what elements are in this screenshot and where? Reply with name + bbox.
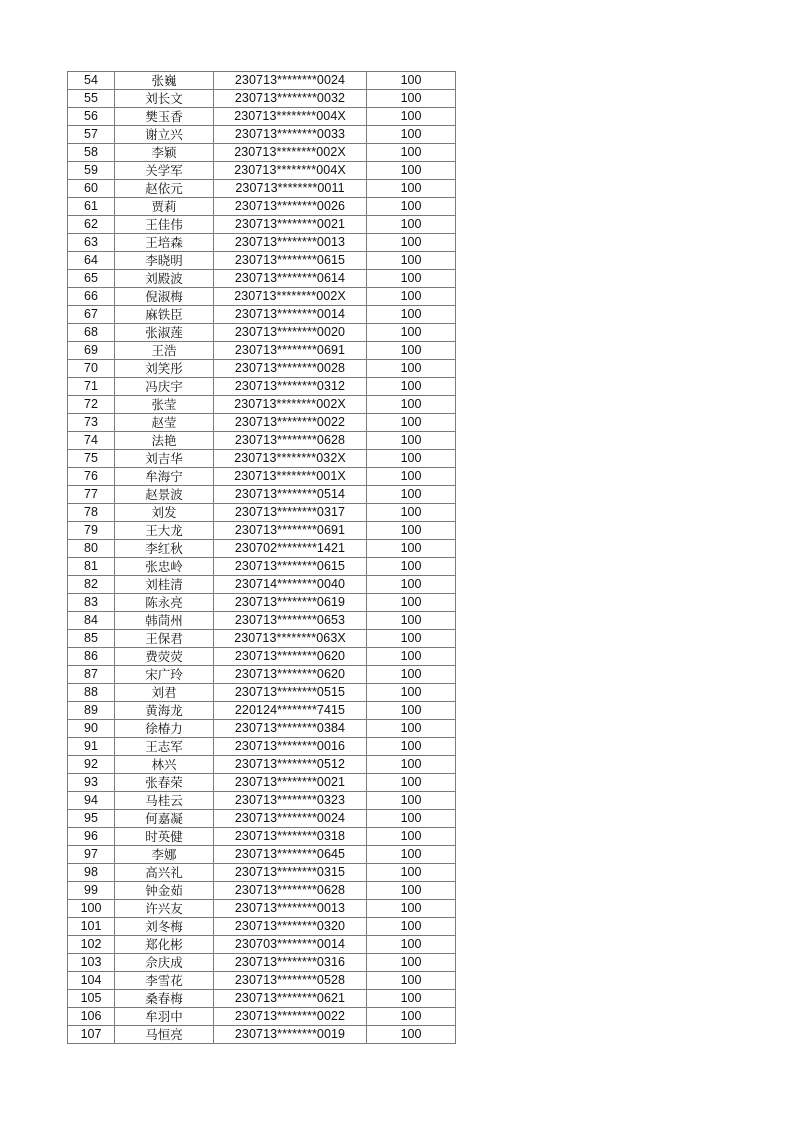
- name-cell: 徐椿力: [115, 720, 214, 738]
- id-number-cell: 230713********0614: [214, 270, 367, 288]
- name-cell: 桑春梅: [115, 990, 214, 1008]
- name-cell: 刘殿波: [115, 270, 214, 288]
- amount-cell: 100: [367, 216, 456, 234]
- row-number-cell: 66: [68, 288, 115, 306]
- id-number-cell: 230713********0653: [214, 612, 367, 630]
- id-number-cell: 230713********0032: [214, 90, 367, 108]
- id-number-cell: 230713********0619: [214, 594, 367, 612]
- name-cell: 韩茼州: [115, 612, 214, 630]
- name-cell: 何嘉凝: [115, 810, 214, 828]
- table-row: [68, 666, 456, 684]
- name-cell: 法艳: [115, 432, 214, 450]
- name-cell: 倪淑梅: [115, 288, 214, 306]
- amount-cell: 100: [367, 468, 456, 486]
- table-row: [68, 468, 456, 486]
- amount-cell: 100: [367, 90, 456, 108]
- row-number-cell: 67: [68, 306, 115, 324]
- table-row: [68, 864, 456, 882]
- row-number-cell: 98: [68, 864, 115, 882]
- amount-cell: 100: [367, 612, 456, 630]
- name-cell: 陈永亮: [115, 594, 214, 612]
- table-row: [68, 936, 456, 954]
- row-number-cell: 88: [68, 684, 115, 702]
- table-row: [68, 306, 456, 324]
- table-row: [68, 918, 456, 936]
- amount-cell: 100: [367, 666, 456, 684]
- name-cell: 时英健: [115, 828, 214, 846]
- row-number-cell: 107: [68, 1026, 115, 1044]
- table-row: [68, 180, 456, 198]
- id-number-cell: 230713********0691: [214, 342, 367, 360]
- id-number-cell: 230713********0016: [214, 738, 367, 756]
- table-row: [68, 540, 456, 558]
- id-number-cell: 230713********0033: [214, 126, 367, 144]
- amount-cell: 100: [367, 990, 456, 1008]
- amount-cell: 100: [367, 108, 456, 126]
- name-cell: 刘桂清: [115, 576, 214, 594]
- id-number-cell: 230713********0022: [214, 414, 367, 432]
- id-number-cell: 230713********0011: [214, 180, 367, 198]
- name-cell: 郑化彬: [115, 936, 214, 954]
- name-cell: 贾莉: [115, 198, 214, 216]
- id-number-cell: 230713********0620: [214, 648, 367, 666]
- amount-cell: 100: [367, 576, 456, 594]
- amount-cell: 100: [367, 162, 456, 180]
- table-row: [68, 450, 456, 468]
- amount-cell: 100: [367, 522, 456, 540]
- table-row: [68, 432, 456, 450]
- amount-cell: 100: [367, 738, 456, 756]
- amount-cell: 100: [367, 846, 456, 864]
- amount-cell: 100: [367, 684, 456, 702]
- row-number-cell: 102: [68, 936, 115, 954]
- row-number-cell: 92: [68, 756, 115, 774]
- id-number-cell: 230713********0315: [214, 864, 367, 882]
- name-cell: 关学军: [115, 162, 214, 180]
- id-number-cell: 230713********0628: [214, 882, 367, 900]
- id-number-cell: 230713********002X: [214, 144, 367, 162]
- id-number-cell: 230713********0022: [214, 1008, 367, 1026]
- name-cell: 刘吉华: [115, 450, 214, 468]
- row-number-cell: 83: [68, 594, 115, 612]
- amount-cell: 100: [367, 792, 456, 810]
- table-row: [68, 396, 456, 414]
- name-cell: 马桂云: [115, 792, 214, 810]
- name-cell: 王大龙: [115, 522, 214, 540]
- row-number-cell: 57: [68, 126, 115, 144]
- name-cell: 宋广玲: [115, 666, 214, 684]
- amount-cell: 100: [367, 378, 456, 396]
- id-number-cell: 230713********0026: [214, 198, 367, 216]
- name-cell: 黄海龙: [115, 702, 214, 720]
- row-number-cell: 96: [68, 828, 115, 846]
- id-number-cell: 230713********004X: [214, 162, 367, 180]
- table-row: [68, 774, 456, 792]
- id-number-cell: 230714********0040: [214, 576, 367, 594]
- id-number-cell: 220124********7415: [214, 702, 367, 720]
- table-row: [68, 684, 456, 702]
- row-number-cell: 86: [68, 648, 115, 666]
- row-number-cell: 95: [68, 810, 115, 828]
- name-cell: 李娜: [115, 846, 214, 864]
- table-row: [68, 702, 456, 720]
- table-row: [68, 738, 456, 756]
- row-number-cell: 62: [68, 216, 115, 234]
- name-cell: 刘发: [115, 504, 214, 522]
- table-row: [68, 126, 456, 144]
- subsidy-list-table: [67, 71, 456, 1044]
- table-row: [68, 324, 456, 342]
- amount-cell: 100: [367, 396, 456, 414]
- name-cell: 张春荣: [115, 774, 214, 792]
- row-number-cell: 78: [68, 504, 115, 522]
- amount-cell: 100: [367, 504, 456, 522]
- row-number-cell: 84: [68, 612, 115, 630]
- name-cell: 刘君: [115, 684, 214, 702]
- table-body: [68, 72, 456, 1044]
- id-number-cell: 230713********0514: [214, 486, 367, 504]
- table-row: [68, 882, 456, 900]
- id-number-cell: 230713********0014: [214, 306, 367, 324]
- table-row: [68, 414, 456, 432]
- id-number-cell: 230713********0024: [214, 72, 367, 90]
- id-number-cell: 230703********0014: [214, 936, 367, 954]
- table-row: [68, 558, 456, 576]
- amount-cell: 100: [367, 342, 456, 360]
- row-number-cell: 65: [68, 270, 115, 288]
- name-cell: 张忠岭: [115, 558, 214, 576]
- row-number-cell: 105: [68, 990, 115, 1008]
- table-row: [68, 360, 456, 378]
- id-number-cell: 230713********0021: [214, 774, 367, 792]
- name-cell: 林兴: [115, 756, 214, 774]
- row-number-cell: 63: [68, 234, 115, 252]
- name-cell: 牟羽中: [115, 1008, 214, 1026]
- id-number-cell: 230713********002X: [214, 396, 367, 414]
- row-number-cell: 85: [68, 630, 115, 648]
- id-number-cell: 230713********0013: [214, 900, 367, 918]
- table-row: [68, 954, 456, 972]
- amount-cell: 100: [367, 882, 456, 900]
- id-number-cell: 230713********0316: [214, 954, 367, 972]
- row-number-cell: 71: [68, 378, 115, 396]
- amount-cell: 100: [367, 360, 456, 378]
- amount-cell: 100: [367, 198, 456, 216]
- table-row: [68, 990, 456, 1008]
- amount-cell: 100: [367, 810, 456, 828]
- table-row: [68, 630, 456, 648]
- id-number-cell: 230713********0621: [214, 990, 367, 1008]
- name-cell: 刘笑彤: [115, 360, 214, 378]
- id-number-cell: 230713********0020: [214, 324, 367, 342]
- name-cell: 张淑莲: [115, 324, 214, 342]
- table-row: [68, 144, 456, 162]
- table-row: [68, 612, 456, 630]
- table-row: [68, 270, 456, 288]
- name-cell: 麻铁臣: [115, 306, 214, 324]
- id-number-cell: 230713********032X: [214, 450, 367, 468]
- table-row: [68, 792, 456, 810]
- row-number-cell: 80: [68, 540, 115, 558]
- id-number-cell: 230713********0317: [214, 504, 367, 522]
- row-number-cell: 104: [68, 972, 115, 990]
- name-cell: 冯庆宇: [115, 378, 214, 396]
- name-cell: 王志军: [115, 738, 214, 756]
- amount-cell: 100: [367, 72, 456, 90]
- name-cell: 樊玉香: [115, 108, 214, 126]
- row-number-cell: 74: [68, 432, 115, 450]
- row-number-cell: 93: [68, 774, 115, 792]
- amount-cell: 100: [367, 288, 456, 306]
- row-number-cell: 54: [68, 72, 115, 90]
- row-number-cell: 90: [68, 720, 115, 738]
- table-row: [68, 90, 456, 108]
- name-cell: 牟海宁: [115, 468, 214, 486]
- amount-cell: 100: [367, 1008, 456, 1026]
- name-cell: 张莹: [115, 396, 214, 414]
- name-cell: 王佳伟: [115, 216, 214, 234]
- row-number-cell: 59: [68, 162, 115, 180]
- name-cell: 刘冬梅: [115, 918, 214, 936]
- amount-cell: 100: [367, 414, 456, 432]
- name-cell: 佘庆成: [115, 954, 214, 972]
- row-number-cell: 87: [68, 666, 115, 684]
- amount-cell: 100: [367, 594, 456, 612]
- row-number-cell: 89: [68, 702, 115, 720]
- id-number-cell: 230713********002X: [214, 288, 367, 306]
- table-row: [68, 594, 456, 612]
- table-row: [68, 378, 456, 396]
- amount-cell: 100: [367, 126, 456, 144]
- amount-cell: 100: [367, 432, 456, 450]
- id-number-cell: 230713********0512: [214, 756, 367, 774]
- row-number-cell: 82: [68, 576, 115, 594]
- row-number-cell: 60: [68, 180, 115, 198]
- name-cell: 张巍: [115, 72, 214, 90]
- name-cell: 王保君: [115, 630, 214, 648]
- row-number-cell: 97: [68, 846, 115, 864]
- amount-cell: 100: [367, 774, 456, 792]
- id-number-cell: 230713********0320: [214, 918, 367, 936]
- name-cell: 赵依元: [115, 180, 214, 198]
- row-number-cell: 100: [68, 900, 115, 918]
- name-cell: 李颖: [115, 144, 214, 162]
- amount-cell: 100: [367, 234, 456, 252]
- table-row: [68, 828, 456, 846]
- row-number-cell: 56: [68, 108, 115, 126]
- table-row: [68, 216, 456, 234]
- id-number-cell: 230713********063X: [214, 630, 367, 648]
- table-row: [68, 252, 456, 270]
- id-number-cell: 230713********0024: [214, 810, 367, 828]
- amount-cell: 100: [367, 486, 456, 504]
- row-number-cell: 94: [68, 792, 115, 810]
- amount-cell: 100: [367, 630, 456, 648]
- table-row: [68, 900, 456, 918]
- id-number-cell: 230713********0691: [214, 522, 367, 540]
- id-number-cell: 230713********0615: [214, 558, 367, 576]
- table-row: [68, 342, 456, 360]
- amount-cell: 100: [367, 144, 456, 162]
- id-number-cell: 230713********0323: [214, 792, 367, 810]
- table-row: [68, 108, 456, 126]
- id-number-cell: 230713********0620: [214, 666, 367, 684]
- amount-cell: 100: [367, 324, 456, 342]
- row-number-cell: 101: [68, 918, 115, 936]
- row-number-cell: 75: [68, 450, 115, 468]
- amount-cell: 100: [367, 450, 456, 468]
- id-number-cell: 230713********0615: [214, 252, 367, 270]
- amount-cell: 100: [367, 270, 456, 288]
- name-cell: 马恒亮: [115, 1026, 214, 1044]
- row-number-cell: 70: [68, 360, 115, 378]
- table-row: [68, 198, 456, 216]
- table-row: [68, 1026, 456, 1044]
- name-cell: 高兴礼: [115, 864, 214, 882]
- row-number-cell: 76: [68, 468, 115, 486]
- row-number-cell: 72: [68, 396, 115, 414]
- row-number-cell: 73: [68, 414, 115, 432]
- table-row: [68, 720, 456, 738]
- name-cell: 赵莹: [115, 414, 214, 432]
- amount-cell: 100: [367, 702, 456, 720]
- amount-cell: 100: [367, 252, 456, 270]
- name-cell: 李雪花: [115, 972, 214, 990]
- name-cell: 费荧荧: [115, 648, 214, 666]
- table-row: [68, 846, 456, 864]
- amount-cell: 100: [367, 918, 456, 936]
- id-number-cell: 230713********0021: [214, 216, 367, 234]
- id-number-cell: 230713********0019: [214, 1026, 367, 1044]
- id-number-cell: 230713********0318: [214, 828, 367, 846]
- name-cell: 钟金茹: [115, 882, 214, 900]
- name-cell: 谢立兴: [115, 126, 214, 144]
- amount-cell: 100: [367, 720, 456, 738]
- id-number-cell: 230713********0528: [214, 972, 367, 990]
- id-number-cell: 230713********0515: [214, 684, 367, 702]
- row-number-cell: 58: [68, 144, 115, 162]
- table-row: [68, 756, 456, 774]
- amount-cell: 100: [367, 648, 456, 666]
- name-cell: 刘长文: [115, 90, 214, 108]
- id-number-cell: 230713********0312: [214, 378, 367, 396]
- table-row: [68, 288, 456, 306]
- row-number-cell: 77: [68, 486, 115, 504]
- amount-cell: 100: [367, 936, 456, 954]
- table-row: [68, 648, 456, 666]
- name-cell: 李晓明: [115, 252, 214, 270]
- name-cell: 王浩: [115, 342, 214, 360]
- id-number-cell: 230713********0384: [214, 720, 367, 738]
- amount-cell: 100: [367, 540, 456, 558]
- amount-cell: 100: [367, 180, 456, 198]
- amount-cell: 100: [367, 864, 456, 882]
- name-cell: 赵景波: [115, 486, 214, 504]
- table-row: [68, 810, 456, 828]
- row-number-cell: 69: [68, 342, 115, 360]
- row-number-cell: 68: [68, 324, 115, 342]
- id-number-cell: 230713********0028: [214, 360, 367, 378]
- amount-cell: 100: [367, 558, 456, 576]
- row-number-cell: 55: [68, 90, 115, 108]
- amount-cell: 100: [367, 900, 456, 918]
- id-number-cell: 230713********001X: [214, 468, 367, 486]
- table-row: [68, 522, 456, 540]
- name-cell: 李红秋: [115, 540, 214, 558]
- id-number-cell: 230713********0645: [214, 846, 367, 864]
- row-number-cell: 106: [68, 1008, 115, 1026]
- id-number-cell: 230713********004X: [214, 108, 367, 126]
- row-number-cell: 81: [68, 558, 115, 576]
- name-cell: 许兴友: [115, 900, 214, 918]
- id-number-cell: 230713********0628: [214, 432, 367, 450]
- row-number-cell: 91: [68, 738, 115, 756]
- amount-cell: 100: [367, 954, 456, 972]
- table-row: [68, 72, 456, 90]
- table-row: [68, 234, 456, 252]
- amount-cell: 100: [367, 756, 456, 774]
- table-row: [68, 576, 456, 594]
- amount-cell: 100: [367, 828, 456, 846]
- table-row: [68, 1008, 456, 1026]
- row-number-cell: 99: [68, 882, 115, 900]
- amount-cell: 100: [367, 1026, 456, 1044]
- row-number-cell: 64: [68, 252, 115, 270]
- id-number-cell: 230713********0013: [214, 234, 367, 252]
- row-number-cell: 103: [68, 954, 115, 972]
- name-cell: 王培森: [115, 234, 214, 252]
- amount-cell: 100: [367, 306, 456, 324]
- amount-cell: 100: [367, 972, 456, 990]
- table-row: [68, 504, 456, 522]
- id-number-cell: 230702********1421: [214, 540, 367, 558]
- table-row: [68, 972, 456, 990]
- table-row: [68, 162, 456, 180]
- row-number-cell: 61: [68, 198, 115, 216]
- row-number-cell: 79: [68, 522, 115, 540]
- table-row: [68, 486, 456, 504]
